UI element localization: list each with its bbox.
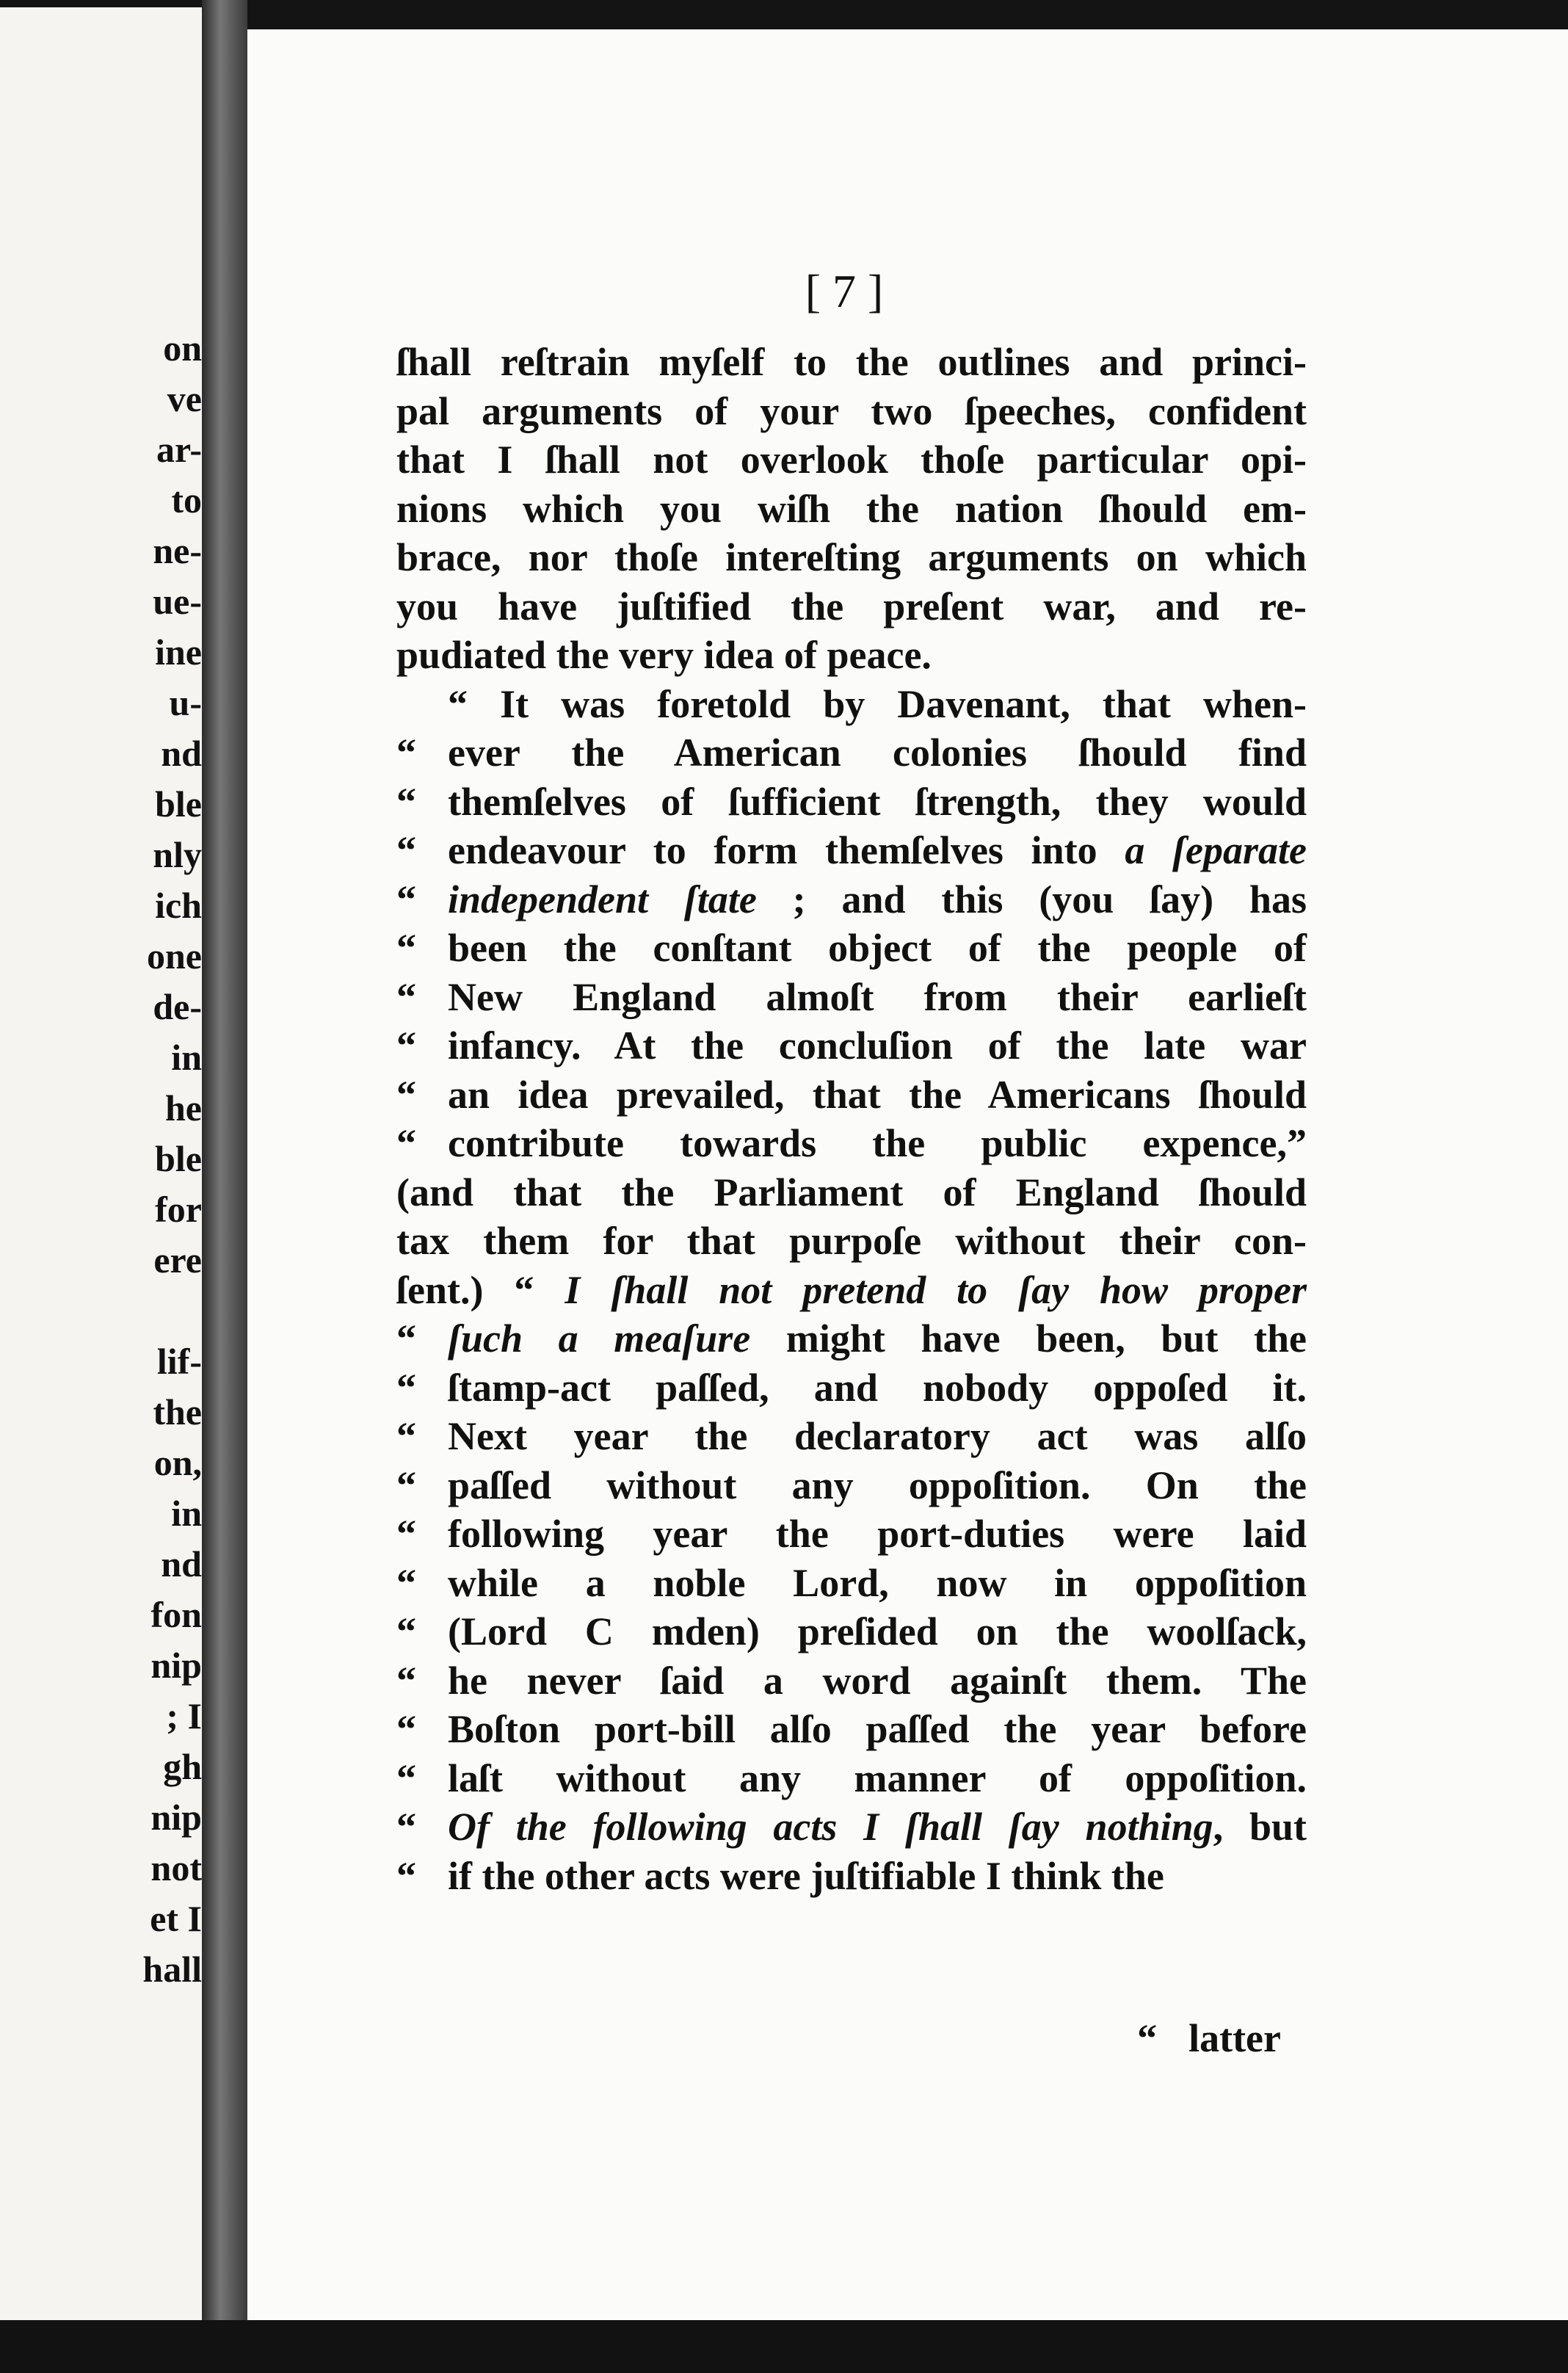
text-line — [396, 435, 1307, 485]
quote-mark: “ — [396, 1414, 416, 1458]
text-line — [396, 1705, 1307, 1754]
left-fragment: on, — [153, 1442, 202, 1483]
text-line — [396, 680, 1307, 729]
left-fragment: nip — [150, 1797, 202, 1838]
quote-mark: “ — [1137, 2016, 1158, 2060]
text-line-content: (and that the Parliament of England ſhould — [396, 1170, 1307, 1214]
left-fragment: et I — [150, 1898, 202, 1939]
text-line — [396, 728, 1307, 778]
text-line — [396, 973, 1307, 1022]
text-line — [396, 875, 1307, 924]
left-fragment: gh — [163, 1746, 202, 1787]
text-line-content: ſuch a meaſure might have been, but the — [448, 1316, 1307, 1361]
quote-mark: “ — [396, 1121, 416, 1165]
text-line — [396, 1314, 1307, 1363]
text-line-content: Of the following acts I ſhall ſay nothing, but — [448, 1805, 1307, 1849]
text-line — [396, 338, 1307, 387]
left-fragment: lif- — [156, 1341, 202, 1382]
left-fragment: to — [171, 479, 202, 521]
left-fragment: the — [153, 1391, 202, 1432]
text-line-content: ſtamp-act paſſed, and nobody oppoſed it. — [448, 1365, 1307, 1410]
left-fragment: ble — [155, 1138, 202, 1179]
text-line-content: New England almoſt from their earlieſt — [448, 974, 1307, 1019]
left-fragment: for — [155, 1189, 202, 1230]
left-fragment: hall — [142, 1949, 202, 1990]
left-fragment: fon — [150, 1594, 202, 1635]
left-fragment: ue- — [153, 581, 202, 622]
text-line — [396, 1266, 1307, 1315]
text-line-content: been the conſtant object of the people of — [448, 926, 1307, 970]
text-line-content: pudiated the very idea of peace. — [396, 633, 932, 677]
quote-mark: “ — [396, 1756, 416, 1800]
left-fragment: in — [171, 1493, 202, 1534]
text-line — [396, 1852, 1307, 1901]
quote-mark: “ — [396, 828, 416, 872]
left-fragment: nly — [153, 834, 202, 875]
text-line — [396, 1070, 1307, 1120]
text-line-content: nions which you wiſh the nation ſhould em- — [396, 486, 1307, 531]
left-page-text-fragments — [70, 323, 202, 1995]
text-line-content: while a noble Lord, now in oppoſition — [448, 1560, 1307, 1605]
text-line — [396, 826, 1307, 875]
quote-mark: “ — [396, 1805, 416, 1849]
left-fragment: not — [150, 1847, 202, 1888]
quote-mark: “ — [396, 974, 416, 1019]
left-fragment: ne- — [153, 530, 202, 571]
text-line — [396, 1607, 1307, 1656]
left-fragment: in — [171, 1037, 202, 1078]
quote-mark: “ — [396, 926, 416, 970]
quote-mark: “ — [396, 1463, 416, 1507]
catchword — [1101, 2015, 1281, 2061]
text-line — [396, 1217, 1307, 1266]
left-fragment: de- — [153, 986, 202, 1027]
text-line-content: “ It was foretold by Davenant, that when- — [448, 681, 1307, 726]
text-line — [396, 1168, 1307, 1217]
bottom-border — [0, 2320, 1568, 2373]
text-line-content: he never ſaid a word againſt them. The — [448, 1658, 1307, 1703]
book-gutter — [202, 0, 247, 2373]
text-line-content: infancy. At the concluſion of the late war — [448, 1024, 1307, 1068]
quote-mark: “ — [396, 1853, 416, 1898]
quote-mark: “ — [396, 1365, 416, 1410]
text-line — [396, 1656, 1307, 1706]
text-line — [396, 1559, 1307, 1608]
text-line-content: Boſton port-bill alſo paſſed the year before — [448, 1707, 1307, 1751]
text-line — [396, 387, 1307, 436]
text-line-content: paſſed without any oppoſition. On the — [448, 1463, 1307, 1507]
left-fragment: ; I — [166, 1695, 202, 1736]
text-line-content: that I ſhall not overlook thoſe particular opi- — [396, 438, 1307, 482]
page-number: [ 7 ] — [805, 265, 884, 317]
left-fragment: ble — [155, 783, 202, 825]
quote-mark: “ — [396, 877, 416, 921]
text-line — [396, 533, 1307, 582]
text-line-content: ever the American colonies ſhould find — [448, 731, 1307, 775]
quote-mark: “ — [396, 1609, 416, 1653]
text-line-content: themſelves of ſufficient ſtrength, they would — [448, 779, 1307, 824]
left-fragment: nip — [150, 1645, 202, 1686]
left-fragment: on — [163, 327, 202, 369]
text-line-content: following year the port-duties were laid — [448, 1512, 1307, 1556]
left-fragment: ine — [155, 631, 202, 673]
quote-mark: “ — [396, 1560, 416, 1605]
text-line-content: pal arguments of your two ſpeeches, confident — [396, 388, 1307, 433]
text-line — [396, 1754, 1307, 1803]
left-fragment: u- — [169, 682, 202, 723]
catchword-text: latter — [1188, 2016, 1281, 2060]
text-line-content: ſhall reſtrain myſelf to the outlines and princi- — [396, 340, 1307, 384]
text-line-content: tax them for that purpoſe without their con- — [396, 1219, 1307, 1263]
text-line-content: Next year the declaratory act was alſo — [448, 1414, 1307, 1458]
quote-mark: “ — [396, 1658, 416, 1703]
text-line — [396, 485, 1307, 534]
left-fragment: ich — [155, 885, 202, 926]
quote-mark: “ — [396, 1707, 416, 1751]
text-line — [396, 1803, 1307, 1852]
text-line — [396, 1412, 1307, 1461]
text-line-content: endeavour to form themſelves into a ſeparate — [448, 828, 1307, 872]
left-fragment: he — [165, 1087, 202, 1128]
text-line — [396, 631, 1307, 680]
left-fragment: nd — [161, 1543, 202, 1584]
left-fragment — [70, 1286, 202, 1336]
text-line-content: brace, nor thoſe intereſting arguments on which — [396, 535, 1307, 579]
left-fragment: nd — [161, 733, 202, 774]
left-fragment: one — [147, 935, 202, 977]
text-line — [396, 1510, 1307, 1559]
quote-mark: “ — [396, 1512, 416, 1556]
text-line-content: laſt without any manner of oppoſition. — [448, 1756, 1307, 1800]
quote-mark: “ — [396, 1072, 416, 1117]
quote-mark: “ — [396, 1316, 416, 1361]
text-line — [396, 1461, 1307, 1510]
left-fragment: ere — [153, 1239, 202, 1280]
text-line-content: if the other acts were juſtifiable I think the — [448, 1853, 1164, 1898]
text-line-content: (Lord C mden) preſided on the woolſack, — [448, 1609, 1307, 1653]
left-fragment: ve — [167, 378, 202, 419]
text-line — [396, 1021, 1307, 1070]
quote-mark: “ — [396, 779, 416, 824]
text-line — [396, 924, 1307, 973]
text-line — [396, 1119, 1307, 1168]
text-line-content: independent ſtate ; and this (you ſay) has — [448, 877, 1307, 921]
text-line — [396, 1363, 1307, 1413]
text-line — [396, 778, 1307, 827]
text-line-content: contribute towards the public expence,” — [448, 1121, 1307, 1165]
quote-mark: “ — [396, 1024, 416, 1068]
text-line-content: you have juſtified the preſent war, and re- — [396, 584, 1307, 628]
text-line — [396, 582, 1307, 631]
text-line-content: ſent.) “ I ſhall not pretend to ſay how proper — [396, 1267, 1307, 1312]
left-page-edge — [0, 7, 202, 2320]
quote-mark: “ — [396, 731, 416, 775]
body-text — [396, 338, 1307, 1900]
left-fragment: ar- — [156, 429, 202, 470]
text-line-content: an idea prevailed, that the Americans ſhould — [448, 1072, 1307, 1117]
